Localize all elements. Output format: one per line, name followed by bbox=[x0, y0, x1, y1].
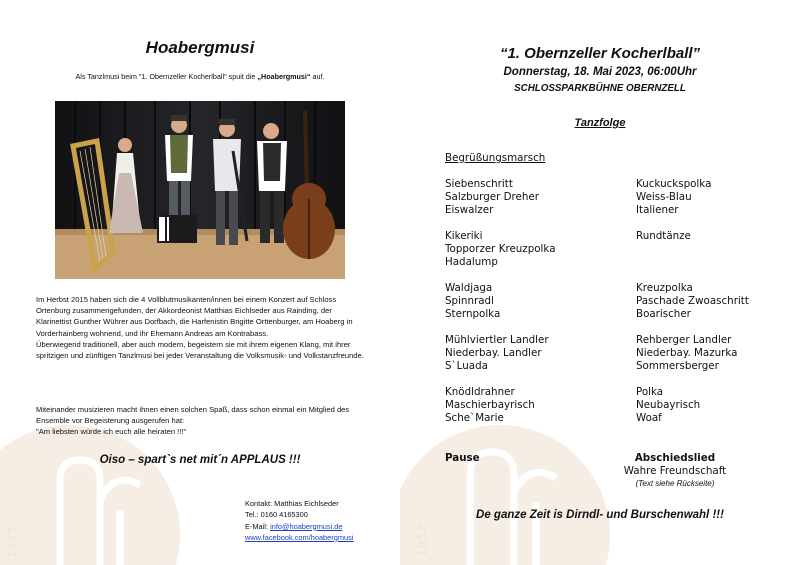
dance-group bbox=[445, 282, 500, 321]
dance-item: Woaf bbox=[636, 412, 662, 424]
farewell-block bbox=[560, 452, 790, 490]
intro-suffix: auf. bbox=[310, 72, 325, 81]
dance-item: Kreuzpolka bbox=[636, 282, 693, 294]
web-line bbox=[245, 532, 353, 543]
band-photo-illustration bbox=[55, 101, 345, 279]
dance-group bbox=[636, 230, 691, 243]
contact-email-line bbox=[245, 521, 353, 532]
farewell-song: Wahre Freundschaft bbox=[623, 465, 727, 477]
farewell-title: Abschiedslied bbox=[634, 452, 716, 464]
band-photo bbox=[55, 101, 345, 279]
band-description bbox=[36, 294, 366, 361]
opening-march bbox=[445, 152, 545, 165]
dance-group bbox=[636, 386, 700, 425]
dance-item: Eiswalzer bbox=[445, 204, 494, 216]
dance-item: Maschierbayrisch bbox=[445, 399, 535, 411]
band-anecdote bbox=[36, 404, 366, 438]
dance-item: Hadalump bbox=[445, 256, 498, 268]
dance-item: Spinnradl bbox=[445, 295, 494, 307]
paragraph-style: Überwiegend traditionell, aber auch modern, begeistern sie mit ihrem eigenen Klang, mit ihrer spritzigen und zünftigen Tanzlmusi bei jeder Veranstaltung die Volksmusik- und Volkstanzfreunde. bbox=[36, 339, 364, 361]
dance-item: Siebenschritt bbox=[445, 178, 513, 190]
page-title: Hoabergmusi bbox=[145, 38, 255, 57]
dance-item: Rehberger Landler bbox=[636, 334, 732, 346]
dance-item: Waldjaga bbox=[445, 282, 493, 294]
event-title: “1. Obernzeller Kocherlball” bbox=[499, 45, 701, 62]
opening-march-label: Begrüßungsmarsch bbox=[445, 152, 546, 164]
contact-block bbox=[245, 498, 353, 543]
email-link[interactable]: info@hoabergmusi.de bbox=[270, 521, 343, 531]
watermark-year: 1957 bbox=[6, 526, 19, 558]
applause-slogan: Oiso – spart`s net mit´n APPLAUS !!! bbox=[99, 454, 301, 466]
dance-item: Topporzer Kreuzpolka bbox=[445, 243, 556, 255]
closing-slogan: De ganze Zeit is Dirndl- und Burschenwahl !!! bbox=[476, 509, 724, 521]
dance-item: Rundtänze bbox=[636, 230, 691, 242]
event-venue: SCHLOSSPARKBÜHNE OBERNZELL bbox=[514, 83, 686, 94]
dance-item: Mühlviertler Landler bbox=[445, 334, 549, 346]
paragraph-history: Im Herbst 2015 haben sich die 4 Vollblutmusikanten/innen bei einem Konzert auf Schloss Ortenburg zusammengefunden, der Akkordeonist Matthias Eichlseder aus Rainding, der Klarinettist Gunther Wührer aus Dorfbach, die Harfenistin Brigitte Orttenburger, am Hoaberg in Vorderhainberg wohnend, und ihr Ehemann Andreas am Kontrabass. bbox=[36, 295, 353, 338]
dance-item: Weiss-Blau bbox=[636, 191, 692, 203]
contact-name: Kontakt: Matthias Eichlseder bbox=[245, 499, 339, 508]
dance-group bbox=[636, 334, 737, 373]
dance-item: Paschade Zwoaschritt bbox=[636, 295, 749, 307]
dance-item: Kikeriki bbox=[445, 230, 483, 242]
dance-item: Sche`Marie bbox=[445, 412, 504, 424]
farewell-note: (Text siehe Rückseite) bbox=[635, 479, 715, 488]
dance-group bbox=[636, 178, 711, 217]
contact-phone: Tel.: 0160 4165300 bbox=[245, 510, 308, 520]
dance-group bbox=[445, 334, 549, 373]
dance-item: Sommersberger bbox=[636, 360, 719, 372]
intro-prefix: Als Tanzlmusi beim "1. Obernzeller Kocherlball" spuit die bbox=[75, 72, 258, 81]
dance-item: Sternpolka bbox=[445, 308, 501, 320]
dance-item: Polka bbox=[636, 386, 664, 398]
dance-item: Italiener bbox=[636, 204, 679, 216]
paragraph-anecdote: Miteinander musizieren macht ihnen einen solchen Spaß, dass schon einmal ein Mitglied des Ensemble vor Begeisterung ausgerufen hat: bbox=[36, 405, 350, 426]
event-date: Donnerstag, 18. Mai 2023, 06:00Uhr bbox=[503, 66, 697, 78]
dance-item: Niederbay. Landler bbox=[445, 347, 542, 359]
dance-group bbox=[445, 386, 535, 425]
dance-item: S`Luada bbox=[445, 360, 488, 372]
dance-group bbox=[445, 230, 556, 269]
dance-group bbox=[445, 178, 539, 217]
facebook-link[interactable]: www.facebook.com/hoabergmusi bbox=[245, 532, 354, 542]
dance-item: Salzburger Dreher bbox=[445, 191, 539, 203]
email-label: E-Mail: bbox=[245, 521, 271, 531]
dance-item: Kuckuckspolka bbox=[636, 178, 712, 190]
watermark-year: 1957 bbox=[416, 524, 429, 556]
intro-band-name: „Hoabergmusi“ bbox=[257, 72, 311, 81]
musical-note-icon bbox=[430, 430, 580, 565]
dance-group bbox=[636, 282, 749, 321]
dance-item: Neubayrisch bbox=[636, 399, 701, 411]
intro-text bbox=[0, 72, 400, 81]
quote: "Am liebsten würde ich euch alle heiraten !!!" bbox=[36, 427, 187, 437]
dance-item: Knödldrahner bbox=[445, 386, 515, 398]
pause-label: Pause bbox=[445, 452, 480, 464]
dance-item: Boarischer bbox=[636, 308, 691, 320]
dance-order-heading: Tanzfolge bbox=[574, 117, 626, 129]
dance-item: Niederbay. Mazurka bbox=[636, 347, 738, 359]
